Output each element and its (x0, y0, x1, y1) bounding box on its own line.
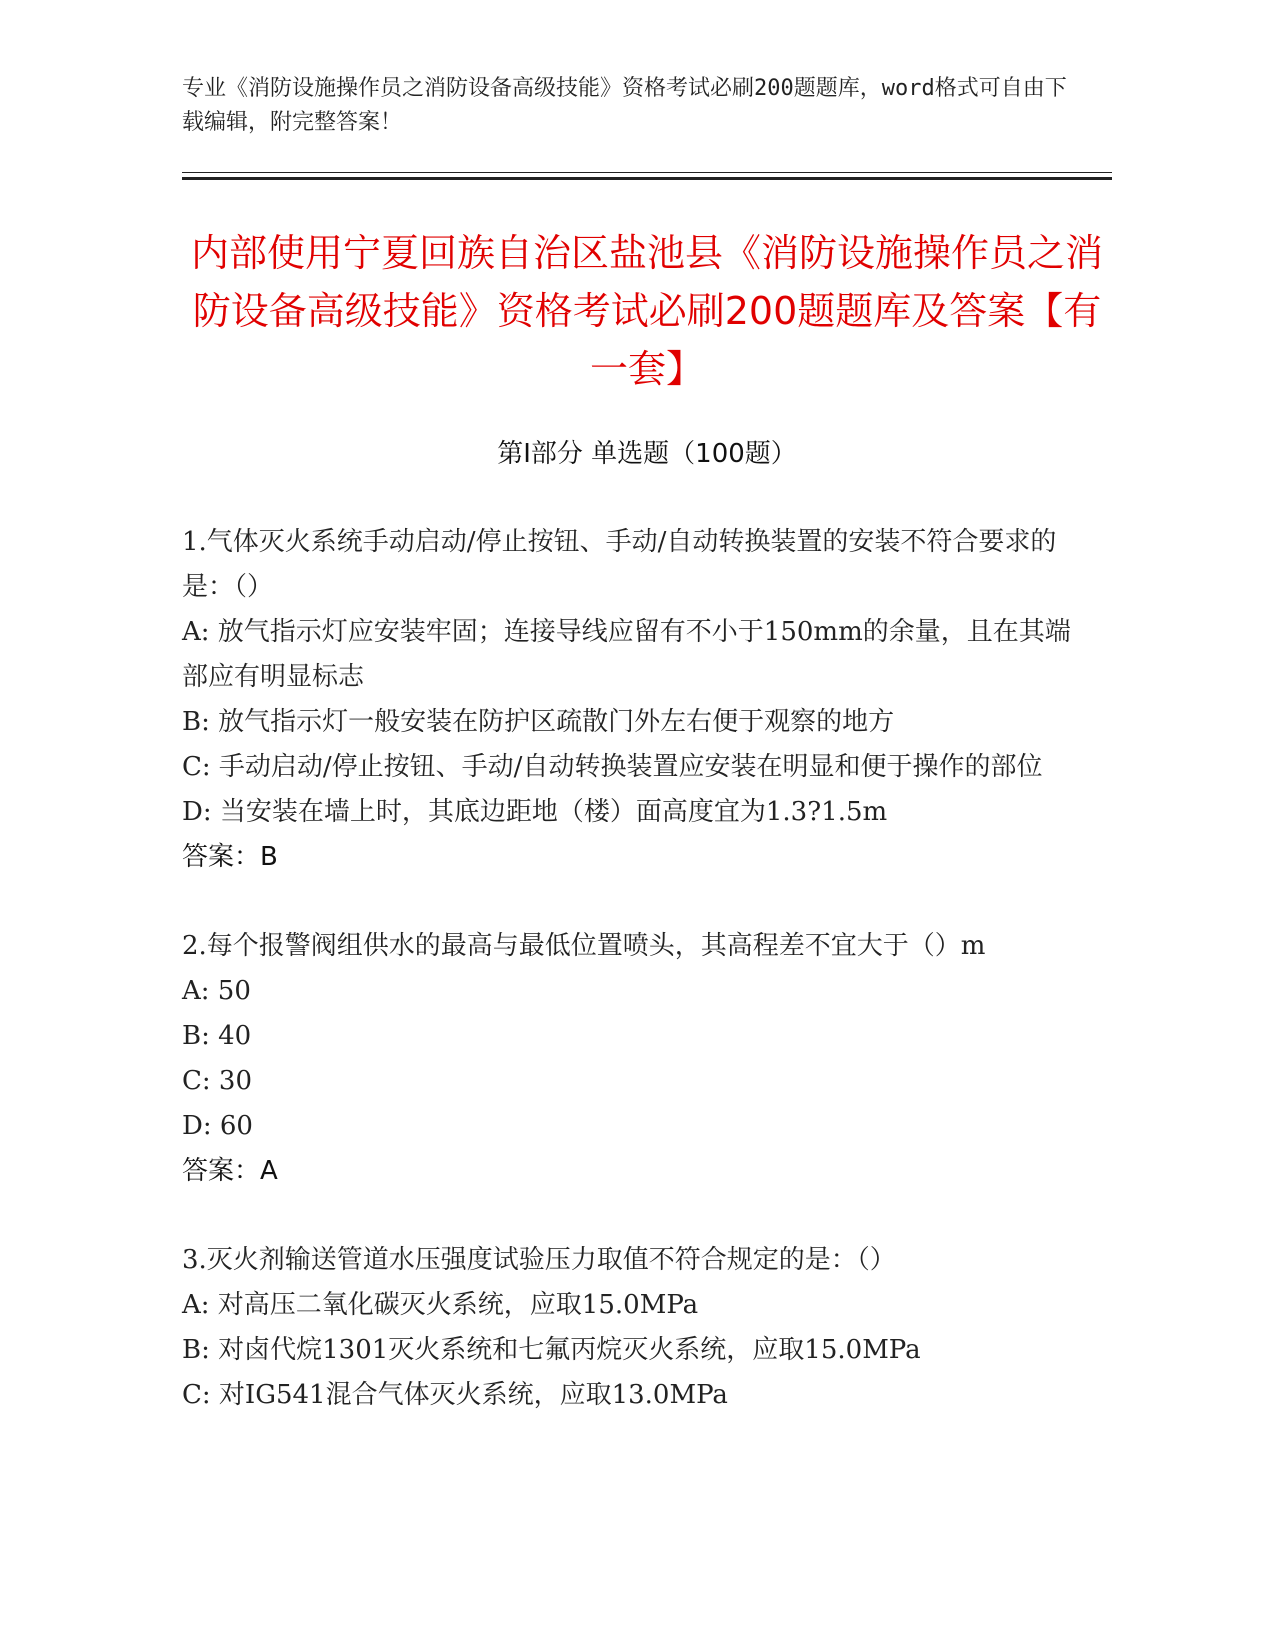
header-divider-thin (182, 172, 1112, 173)
question-stem: 1.气体灭火系统手动启动/停止按钮、手动/自动转换装置的安装不符合要求的是：（） (182, 527, 1057, 602)
option-a: A: 50 (182, 976, 251, 1006)
section-title: 第Ⅰ部分 单选题（100题） (497, 439, 797, 469)
option-d: D: 60 (182, 1111, 253, 1141)
option-a: A: 放气指示灯应安装牢固；连接导线应留有不小于150mm的余量，且在其端部应有明显标志 (182, 617, 1071, 692)
option-b: B: 放气指示灯一般安装在防护区疏散门外左右便于观察的地方 (182, 707, 895, 737)
option-c: C: 手动启动/停止按钮、手动/自动转换装置应安装在明显和便于操作的部位 (182, 752, 1043, 782)
option-b: B: 对卤代烷1301灭火系统和七氟丙烷灭火系统，应取15.0MPa (182, 1335, 921, 1365)
document-title: 内部使用宁夏回族自治区盐池县《消防设施操作员之消防设备高级技能》资格考试必刷200题题库及答案【有一套】 (190, 231, 1103, 391)
answer-line: 答案：A (182, 1156, 278, 1186)
option-b: B: 40 (182, 1021, 252, 1051)
option-c: C: 对IG541混合气体灭火系统，应取13.0MPa (182, 1380, 728, 1410)
option-d: D: 当安装在墙上时，其底边距地（楼）面高度宜为1.3?1.5m (182, 797, 888, 827)
question-2 (182, 924, 1082, 1194)
question-stem: 2.每个报警阀组供水的最高与最低位置喷头，其高程差不宜大于（）m (182, 931, 986, 961)
answer-line: 答案：B (182, 842, 278, 872)
question-1 (182, 520, 1082, 880)
header-divider-thick (182, 177, 1112, 180)
question-3 (182, 1238, 1082, 1418)
option-c: C: 30 (182, 1066, 253, 1096)
option-a: A: 对高压二氧化碳灭火系统，应取15.0MPa (182, 1290, 699, 1320)
question-list (182, 520, 1082, 1462)
header-note: 专业《消防设施操作员之消防设备高级技能》资格考试必刷200题题库，word格式可自由下载编辑，附完整答案！ (182, 76, 1067, 135)
question-stem: 3.灭火剂输送管道水压强度试验压力取值不符合规定的是：（） (182, 1245, 896, 1275)
